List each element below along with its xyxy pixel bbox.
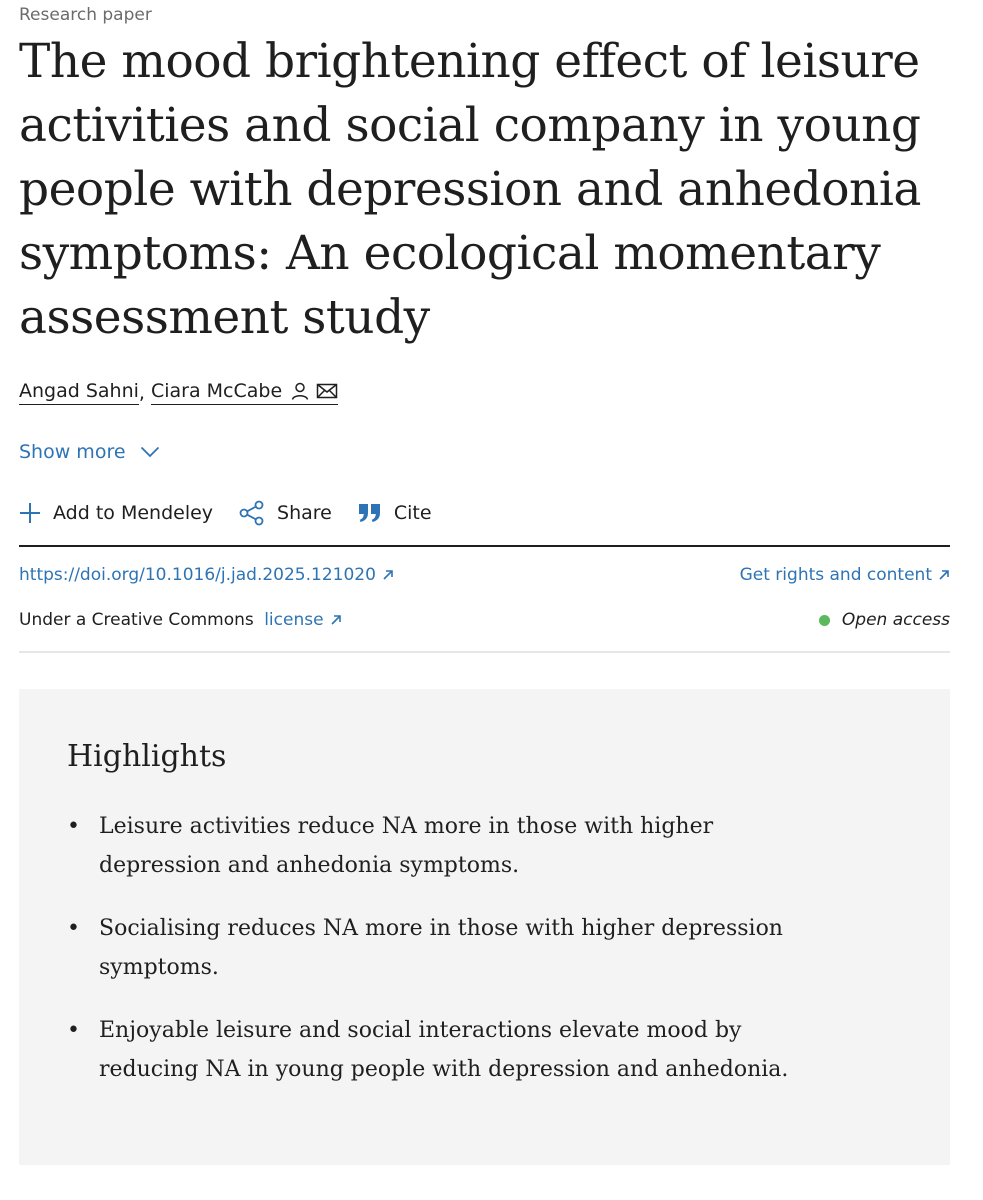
- bullet-icon: •: [67, 1018, 80, 1043]
- metadata-divider: [19, 651, 950, 653]
- share-label: Share: [277, 502, 332, 524]
- show-more-label: Show more: [19, 441, 126, 463]
- license-link[interactable]: [264, 610, 341, 630]
- highlights-section: [19, 689, 950, 1165]
- quote-icon: [358, 503, 382, 523]
- article-type-label: Research paper: [19, 5, 152, 25]
- highlight-text: Socialising reduces NA more in those with higher depression symptoms.: [99, 916, 783, 980]
- highlights-title: Highlights: [67, 739, 227, 774]
- author-link-angad-sahni[interactable]: [19, 380, 139, 405]
- doi-row: [19, 565, 950, 585]
- author-separator: ,: [138, 381, 145, 404]
- show-more-button[interactable]: [19, 441, 160, 463]
- article-title: The mood brightening effect of leisure activities and social company in young people with depression and anhedonia symptoms: An ecological momentary assessment study: [19, 34, 921, 345]
- plus-icon: [19, 502, 41, 524]
- add-to-mendeley-button[interactable]: [19, 502, 213, 524]
- license-row: [19, 610, 950, 630]
- author-name: Ciara McCabe: [150, 380, 283, 402]
- author-list: [19, 380, 338, 405]
- doi-link[interactable]: [19, 565, 394, 585]
- person-icon: [290, 381, 310, 401]
- envelope-icon: [316, 382, 338, 400]
- open-access-dot-icon: [819, 615, 830, 626]
- cite-label: Cite: [393, 502, 432, 524]
- external-link-icon: [938, 569, 950, 581]
- add-to-mendeley-label: Add to Mendeley: [53, 502, 214, 524]
- highlight-item: [67, 1011, 797, 1089]
- highlight-text: Leisure activities reduce NA more in those with higher depression and anhedonia symptoms.: [99, 814, 714, 878]
- get-rights-label: Get rights and content: [739, 565, 932, 585]
- share-icon: [239, 500, 265, 526]
- bullet-icon: •: [67, 916, 80, 941]
- author-link-ciara-mccabe[interactable]: [151, 380, 338, 405]
- chevron-down-icon: [140, 446, 160, 458]
- highlight-item: [67, 807, 797, 885]
- get-rights-link[interactable]: [740, 565, 950, 585]
- license-prefix: Under a Creative Commons: [19, 610, 254, 630]
- license-link-label: license: [264, 610, 324, 630]
- doi-text: https://doi.org/10.1016/j.jad.2025.121020: [19, 565, 376, 585]
- open-access-badge: [819, 610, 950, 630]
- external-link-icon: [330, 614, 342, 626]
- author-name: Angad Sahni: [19, 380, 139, 402]
- license-statement: [19, 610, 342, 630]
- cite-button[interactable]: [358, 502, 432, 524]
- bullet-icon: •: [67, 814, 80, 839]
- header-divider: [19, 545, 950, 547]
- external-link-icon: [382, 569, 394, 581]
- highlight-text: Enjoyable leisure and social interactions elevate mood by reducing NA in young people with depression and anhedonia.: [99, 1018, 789, 1082]
- article-toolbar: [19, 500, 458, 526]
- highlights-list: [67, 807, 797, 1113]
- highlight-item: [67, 909, 797, 987]
- share-button[interactable]: [239, 500, 332, 526]
- open-access-label: Open access: [841, 610, 950, 630]
